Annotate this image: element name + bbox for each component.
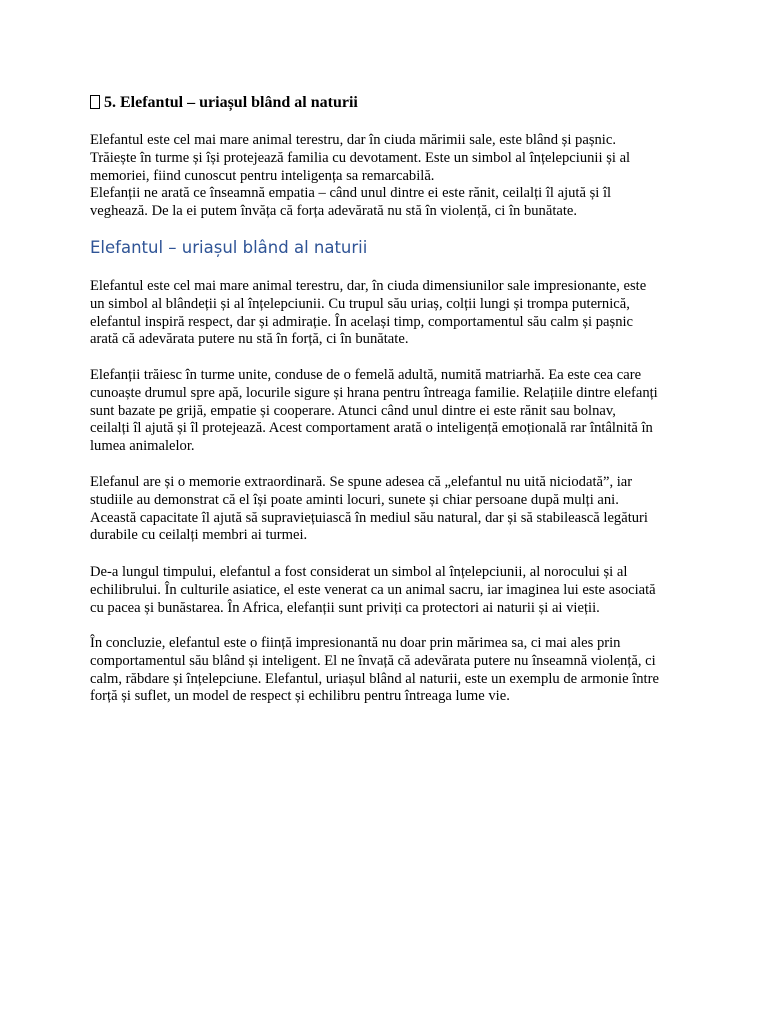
text-line: durabile cu ceilalți membri ai turmei. bbox=[90, 527, 308, 544]
text-line: veghează. De la ei putem învăța că forța adevărată nu stă în violență, ci în bunătate. bbox=[90, 203, 578, 220]
text-line: Elefanții trăiesc în turme unite, conduse de o femelă adultă, numită matriarhă. Ea este cea care bbox=[90, 367, 642, 383]
text-line: elefantul inspiră respect, dar și admirație. În același timp, comportamentul său calm și pașnic bbox=[90, 313, 634, 330]
text-line: Elefantul este cel mai mare animal terestru, dar, în ciuda dimensiunilor sale impresionante, este bbox=[90, 278, 647, 294]
text-line: Elefanul are și o memorie extraordinară. Se spune adesea că „elefantul nu uită niciodată”, iar bbox=[90, 474, 633, 490]
text-line: studiile au demonstrat că el își poate aminti locuri, sunete și chiar persoane după mulți ani. bbox=[90, 491, 619, 508]
intro-paragraph bbox=[90, 132, 630, 221]
text-line: comportamentul său blând și inteligent. El ne învață că adevărata putere nu înseamnă violență, ci bbox=[90, 652, 656, 669]
text-line: lumea animalelor. bbox=[90, 438, 195, 455]
text-line: un simbol al blândeții și al înțelepciunii. Cu trupul său uriaș, colții lungi și trompa puternică, bbox=[90, 295, 630, 312]
text-line: arată că adevărata putere nu stă în forță, ci în bunătate. bbox=[90, 331, 409, 348]
text-line: În concluzie, elefantul este o ființă impresionantă nu doar prin mărimea sa, ci mai ales prin bbox=[90, 635, 621, 651]
text-line: cu pacea și bunăstarea. În Africa, elefanții sunt priviți ca protectori ai naturii și ai vieții. bbox=[90, 599, 600, 616]
paragraph bbox=[90, 278, 646, 349]
paragraph bbox=[90, 474, 648, 545]
text-line: ceilalți îl ajută și îl protejează. Acest comportament arată o inteligență emoțională rar întâlnită în bbox=[90, 420, 653, 437]
text-line: calm, răbdare și înțelepciune. Elefantul, uriașul blând al naturii, este un exemplu de armonie între bbox=[90, 670, 659, 687]
text-line: Elefantul este cel mai mare animal terestru, dar în ciuda mărimii sale, este blând și pașnic. bbox=[90, 132, 616, 148]
paragraph bbox=[90, 367, 658, 456]
text-line: Această capacitate îl ajută să supraviețuiască în mediul său natural, dar și să stabilească legături bbox=[90, 509, 648, 526]
text-line: Elefanții ne arată ce înseamnă empatia – când unul dintre ei este rănit, ceilalți îl ajută și îl bbox=[90, 185, 612, 202]
section-heading bbox=[90, 93, 690, 113]
paragraph bbox=[90, 635, 659, 706]
text-line: cunoaște drumul spre apă, locurile sigure și hrana pentru întreaga familie. Relațiile dintre elefanți bbox=[90, 384, 658, 401]
article-heading: Elefantul – uriașul blând al naturii bbox=[90, 238, 368, 257]
text-line: forță și suflet, un model de respect și echilibru pentru întreaga lume vie. bbox=[90, 688, 510, 705]
missing-glyph-icon bbox=[90, 95, 100, 109]
text-line: echilibrului. În culturile asiatice, el este venerat ca un animal sacru, iar imaginea lui este asociată bbox=[90, 581, 656, 598]
text-line: De-a lungul timpului, elefantul a fost considerat un simbol al înțelepciunii, al norocului și al bbox=[90, 564, 628, 580]
text-line: memoriei, fiind cunoscut pentru inteligența sa remarcabilă. bbox=[90, 167, 435, 184]
section-heading-text: 5. Elefantul – uriașul blând al naturii bbox=[104, 94, 358, 111]
text-line: sunt bazate pe grijă, empatie și cooperare. Atunci când unul dintre ei este rănit sau bolnav, bbox=[90, 402, 616, 419]
paragraph bbox=[90, 564, 656, 617]
text-line: Trăiește în turme și își protejează familia cu devotament. Este un simbol al înțelepciunii și al bbox=[90, 149, 631, 166]
